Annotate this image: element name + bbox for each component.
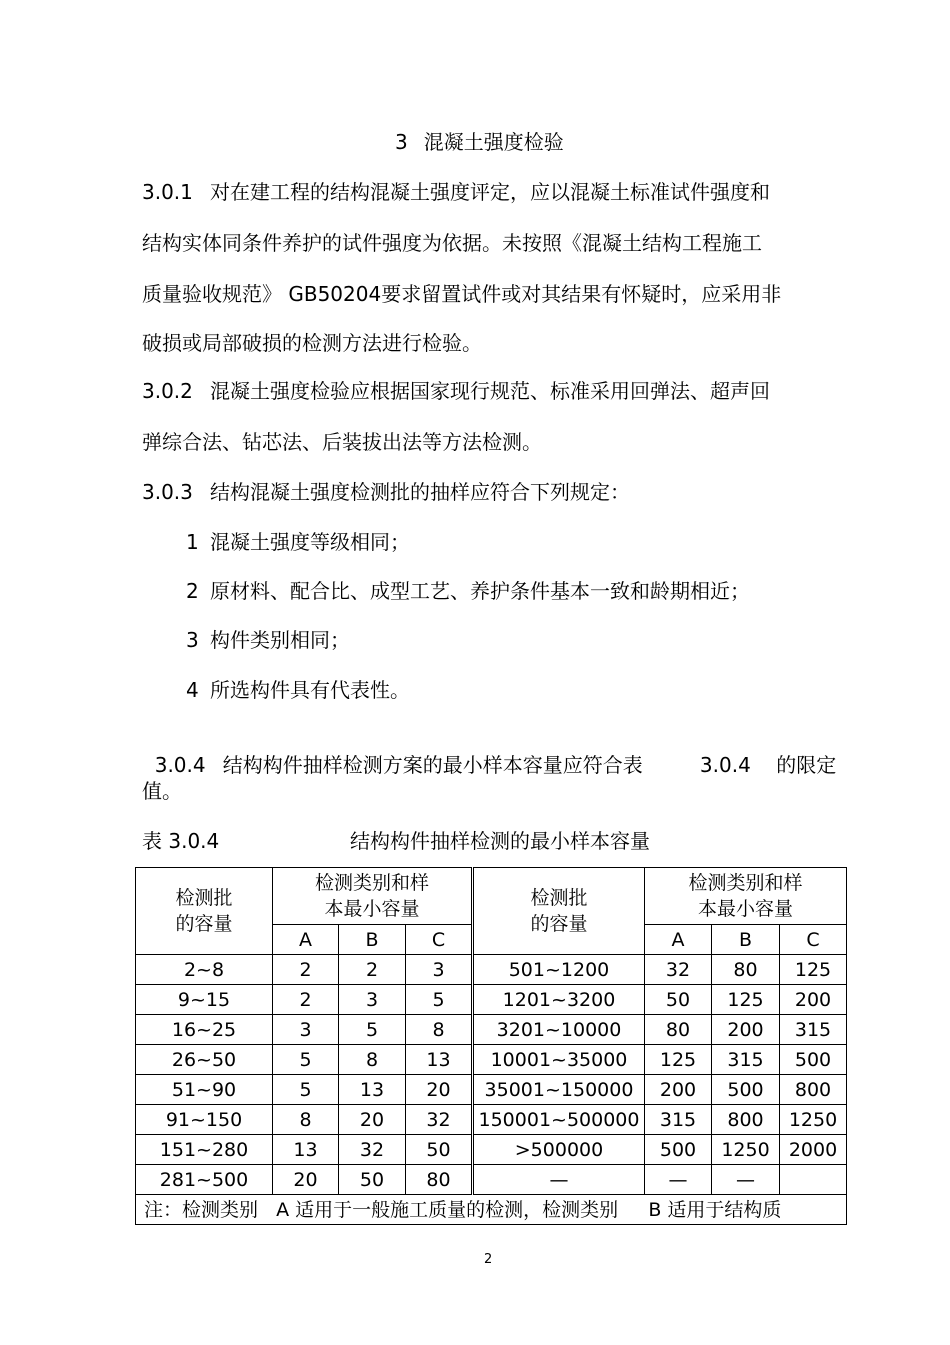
table-note-row <box>136 1195 847 1225</box>
sample-size-cell: 20 <box>406 1075 473 1105</box>
sample-size-cell: 8 <box>339 1045 406 1075</box>
sample-size-cell: 80 <box>406 1165 473 1195</box>
header-line: 的容量 <box>530 913 588 935</box>
batch-size-cell: 51~90 <box>136 1075 273 1105</box>
sample-size-cell: 50 <box>406 1135 473 1165</box>
header-line: 检测类别和样 <box>314 872 429 894</box>
sample-size-cell: 3 <box>273 1015 339 1045</box>
clause-text-line: 结构构件抽样检测方案的最小样本容量应符合表 3.0.4 的限定 <box>222 753 837 777</box>
list-item-number: 1 <box>186 530 199 554</box>
sample-size-cell: 50 <box>645 985 712 1015</box>
batch-size-cell: 26~50 <box>136 1045 273 1075</box>
sample-size-table <box>135 867 847 1225</box>
header-cat-b: B <box>712 925 780 955</box>
header-line: 检测类别和样 <box>688 872 803 894</box>
clause-number: 3.0.3 <box>142 480 193 504</box>
table-row <box>136 1105 847 1135</box>
sample-size-cell: 50 <box>339 1165 406 1195</box>
batch-size-cell: 281~500 <box>136 1165 273 1195</box>
clause-3-0-1 <box>142 180 770 204</box>
batch-size-cell: 16~25 <box>136 1015 273 1045</box>
sample-size-cell: 1250 <box>712 1135 780 1165</box>
list-item-number: 4 <box>186 678 199 702</box>
sample-size-cell: 315 <box>712 1045 780 1075</box>
sample-size-cell: 2 <box>273 955 339 985</box>
list-item <box>186 678 410 702</box>
clause-text-line: 质量验收规范》 GB50204要求留置试件或对其结果有怀疑时，应采用非 <box>142 282 782 306</box>
sample-size-cell: 315 <box>645 1105 712 1135</box>
batch-size-cell: 2~8 <box>136 955 273 985</box>
list-item-text: 原材料、配合比、成型工艺、养护条件基本一致和龄期相近； <box>210 579 750 603</box>
header-category <box>273 868 473 925</box>
header-cat-a: A <box>645 925 712 955</box>
section-title <box>395 130 564 154</box>
sample-size-cell: 125 <box>712 985 780 1015</box>
header-line: 检测批 <box>175 887 233 909</box>
clause-3-0-3 <box>142 480 630 504</box>
sample-size-cell: 20 <box>273 1165 339 1195</box>
sample-size-cell: 3 <box>339 985 406 1015</box>
batch-size-cell: — <box>473 1165 645 1195</box>
sample-size-cell: 500 <box>712 1075 780 1105</box>
sample-size-cell: 32 <box>645 955 712 985</box>
header-line: 的容量 <box>175 913 233 935</box>
batch-size-cell: 150001~500000 <box>473 1105 645 1135</box>
sample-size-cell: 13 <box>273 1135 339 1165</box>
table-number: 表 3.0.4 <box>142 829 220 853</box>
header-batch-size <box>473 868 645 955</box>
sample-size-cell: 5 <box>273 1045 339 1075</box>
sample-size-cell: — <box>712 1165 780 1195</box>
header-cat-b: B <box>339 925 406 955</box>
clause-text-line: 对在建工程的结构混凝土强度评定，应以混凝土标准试件强度和 <box>210 180 770 204</box>
clause-text-line: 弹综合法、钻芯法、后装拔出法等方法检测。 <box>142 430 542 454</box>
sample-size-cell: 5 <box>406 985 473 1015</box>
table-note: 注：检测类别 A 适用于一般施工质量的检测，检测类别 B 适用于结构质 <box>136 1195 847 1225</box>
sample-size-cell: 80 <box>645 1015 712 1045</box>
clause-text-line: 结构混凝土强度检测批的抽样应符合下列规定： <box>210 480 630 504</box>
sample-size-cell: 800 <box>780 1075 847 1105</box>
batch-size-cell: 3201~10000 <box>473 1015 645 1045</box>
sample-size-cell: 125 <box>780 955 847 985</box>
table-row <box>136 955 847 985</box>
section-number: 3 <box>395 130 408 154</box>
sample-size-cell: 3 <box>406 955 473 985</box>
sample-size-cell <box>780 1165 847 1195</box>
list-item <box>186 579 750 603</box>
sample-size-cell: 200 <box>780 985 847 1015</box>
list-item-text: 所选构件具有代表性。 <box>210 678 410 702</box>
list-item-number: 3 <box>186 628 199 652</box>
page-number: 2 <box>484 1252 493 1267</box>
clause-3-0-2 <box>142 379 770 403</box>
clause-text-line: 混凝土强度检验应根据国家现行规范、标准采用回弹法、超声回 <box>210 379 770 403</box>
header-cat-c: C <box>780 925 847 955</box>
sample-size-cell: 315 <box>780 1015 847 1045</box>
clause-text-line: 破损或局部破损的检测方法进行检验。 <box>142 331 482 355</box>
sample-size-cell: 800 <box>712 1105 780 1135</box>
section-title-text: 混凝土强度检验 <box>423 130 564 154</box>
clause-number: 3.0.4 <box>154 753 206 777</box>
clause-text-line: 结构实体同条件养护的试件强度为依据。未按照《混凝土结构工程施工 <box>142 231 762 255</box>
sample-size-cell: 8 <box>273 1105 339 1135</box>
sample-size-cell: 13 <box>406 1045 473 1075</box>
sample-size-cell: 8 <box>406 1015 473 1045</box>
batch-size-cell: 10001~35000 <box>473 1045 645 1075</box>
list-item-text: 构件类别相同； <box>210 628 350 652</box>
table-row <box>136 1015 847 1045</box>
sample-size-cell: 2000 <box>780 1135 847 1165</box>
clause-text-line: 值。 <box>142 779 182 803</box>
table-row <box>136 1135 847 1165</box>
table-title: 结构构件抽样检测的最小样本容量 <box>350 829 650 853</box>
sample-size-cell: 13 <box>339 1075 406 1105</box>
sample-size-cell: 32 <box>406 1105 473 1135</box>
table-row <box>136 1075 847 1105</box>
batch-size-cell: 35001~150000 <box>473 1075 645 1105</box>
header-line: 本最小容量 <box>324 898 420 920</box>
batch-size-cell: 9~15 <box>136 985 273 1015</box>
clause-number: 3.0.2 <box>142 379 193 403</box>
sample-size-cell: 32 <box>339 1135 406 1165</box>
sample-size-cell: 2 <box>273 985 339 1015</box>
list-item-text: 混凝土强度等级相同； <box>210 530 410 554</box>
header-line: 检测批 <box>530 887 588 909</box>
list-item <box>186 628 350 652</box>
sample-size-cell: 125 <box>645 1045 712 1075</box>
sample-size-cell: 500 <box>645 1135 712 1165</box>
batch-size-cell: >500000 <box>473 1135 645 1165</box>
table-row <box>136 985 847 1015</box>
sample-size-cell: 1250 <box>780 1105 847 1135</box>
table-row <box>136 1045 847 1075</box>
batch-size-cell: 91~150 <box>136 1105 273 1135</box>
sample-size-cell: 200 <box>712 1015 780 1045</box>
batch-size-cell: 501~1200 <box>473 955 645 985</box>
header-cat-a: A <box>273 925 339 955</box>
batch-size-cell: 1201~3200 <box>473 985 645 1015</box>
table-row <box>136 1165 847 1195</box>
sample-size-cell: — <box>645 1165 712 1195</box>
header-line: 本最小容量 <box>698 898 794 920</box>
clause-number: 3.0.1 <box>142 180 193 204</box>
sample-size-cell: 20 <box>339 1105 406 1135</box>
table-caption <box>142 829 650 853</box>
sample-size-cell: 2 <box>339 955 406 985</box>
header-cat-c: C <box>406 925 473 955</box>
sample-size-cell: 500 <box>780 1045 847 1075</box>
header-category <box>645 868 847 925</box>
sample-size-cell: 200 <box>645 1075 712 1105</box>
sample-size-cell: 5 <box>339 1015 406 1045</box>
clause-3-0-4 <box>142 729 836 777</box>
batch-size-cell: 151~280 <box>136 1135 273 1165</box>
sample-size-cell: 5 <box>273 1075 339 1105</box>
list-item-number: 2 <box>186 579 199 603</box>
list-item <box>186 530 410 554</box>
sample-size-cell: 80 <box>712 955 780 985</box>
header-batch-size <box>136 868 273 955</box>
